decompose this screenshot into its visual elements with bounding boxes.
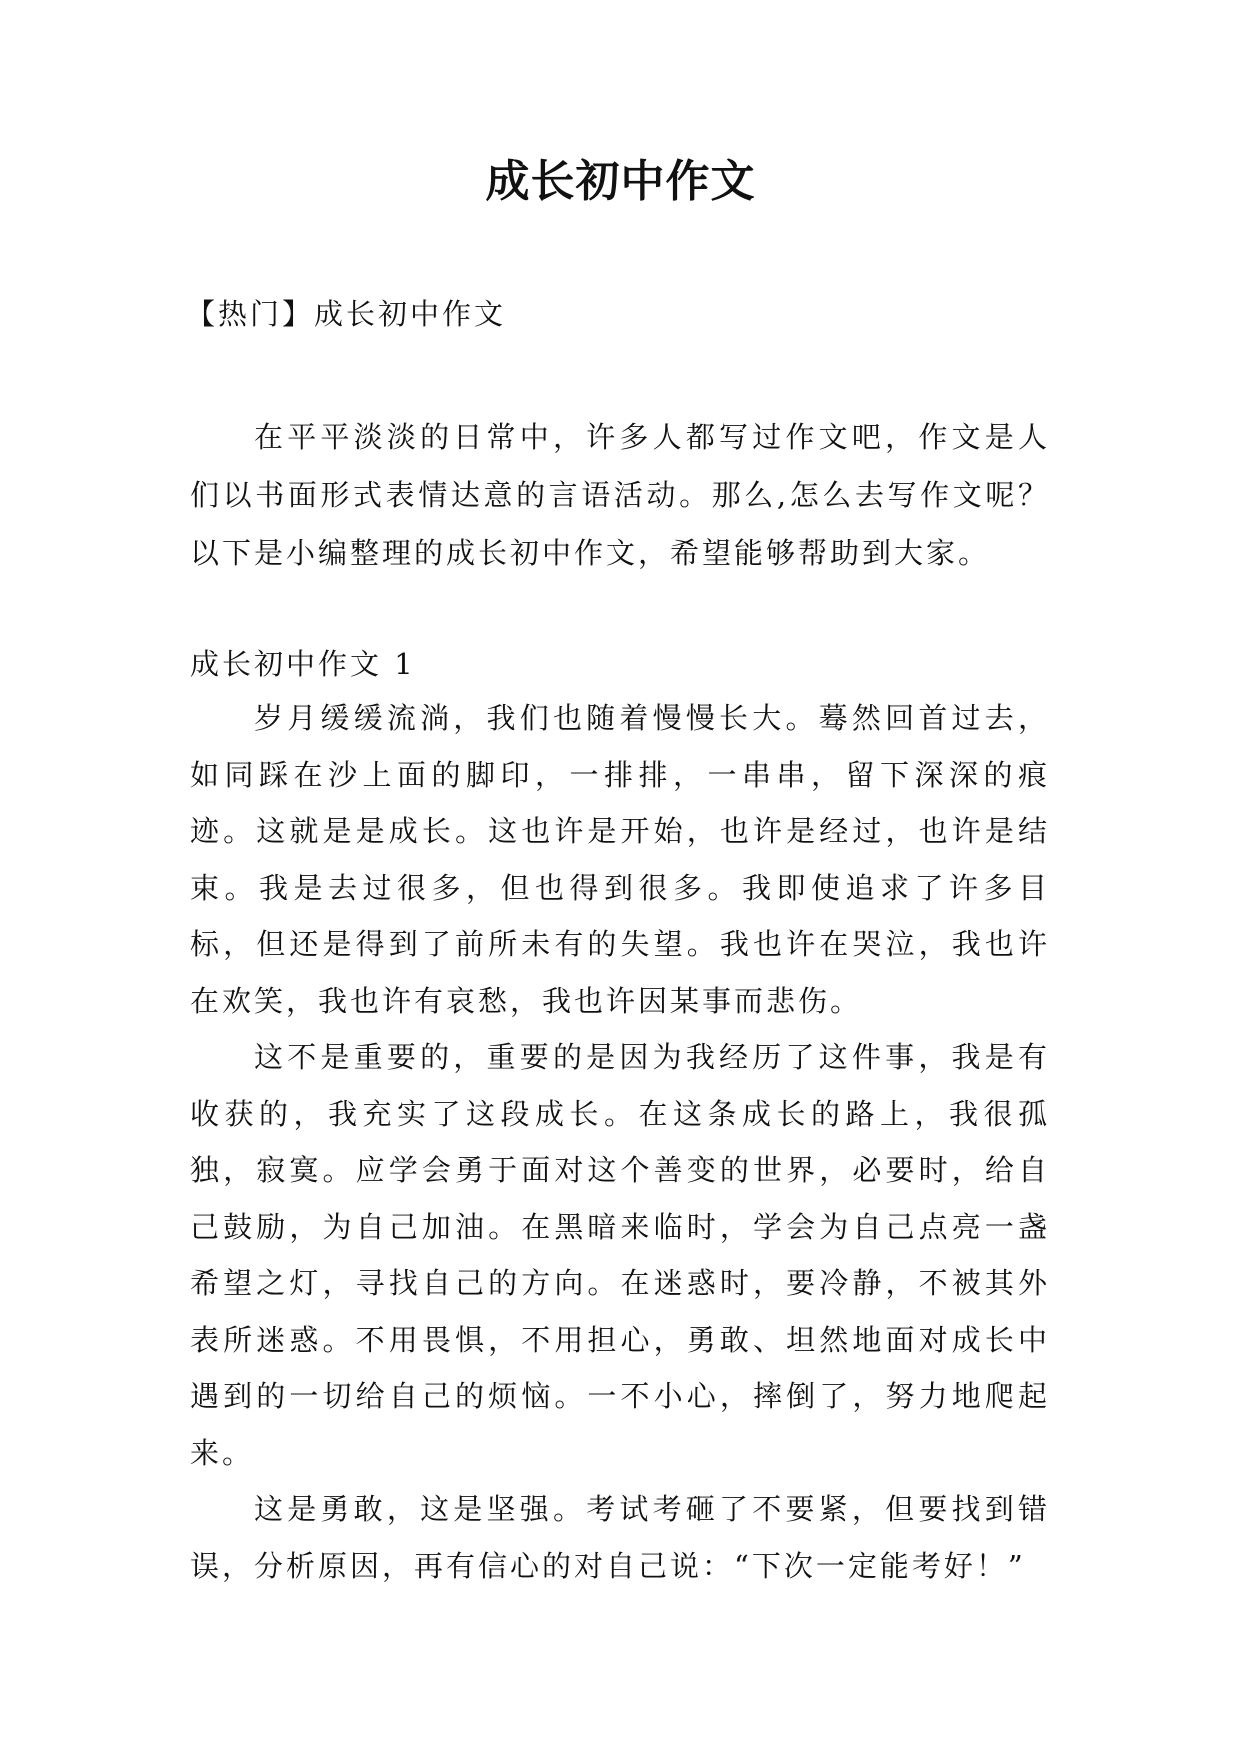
document-title: 成长初中作文: [485, 156, 756, 207]
intro-paragraph: 在平平淡淡的日常中，许多人都写过作文吧，作文是人们以书面形式表情达意的言语活动。那么,怎么去写作文呢？以下是小编整理的成长初中作文，希望能够帮助到大家。: [190, 420, 1050, 570]
essay-paragraph-2: 这不是重要的，重要的是因为我经历了这件事，我是有收获的，我充实了这段成长。在这条成长的路上，我很孤独，寂寞。应学会勇于面对这个善变的世界，必要时，给自己鼓励，为自己加油。在黑暗来临时，学会为自己点亮一盏希望之灯，寻找自己的方向。在迷惑时，要冷静，不被其外表所迷惑。不用畏惧，不用担心，勇敢、坦然地面对成长中遇到的一切给自己的烦恼。一不小心，摔倒了，努力地爬起来。: [190, 1040, 1050, 1470]
essay-paragraph-1: 岁月缓缓流淌，我们也随着慢慢长大。蓦然回首过去，如同踩在沙上面的脚印，一排排，一串串，留下深深的痕迹。这就是是成长。这也许是开始，也许是经过，也许是结束。我是去过很多，但也得到很多。我即使追求了许多目标，但还是得到了前所未有的失望。我也许在哭泣，我也许在欢笑，我也许有哀愁，我也许因某事而悲伤。: [190, 701, 1050, 1018]
essay-paragraph-3: 这是勇敢，这是坚强。考试考砸了不要紧，但要找到错误，分析原因，再有信心的对自己说：“下次一定能考好！”: [190, 1492, 1050, 1583]
intro-section: [190, 408, 1050, 582]
document-subtitle: 【热门】成长初中作文: [186, 297, 507, 331]
essay-body: [190, 690, 1050, 1594]
section-heading: 成长初中作文 1: [190, 647, 416, 681]
